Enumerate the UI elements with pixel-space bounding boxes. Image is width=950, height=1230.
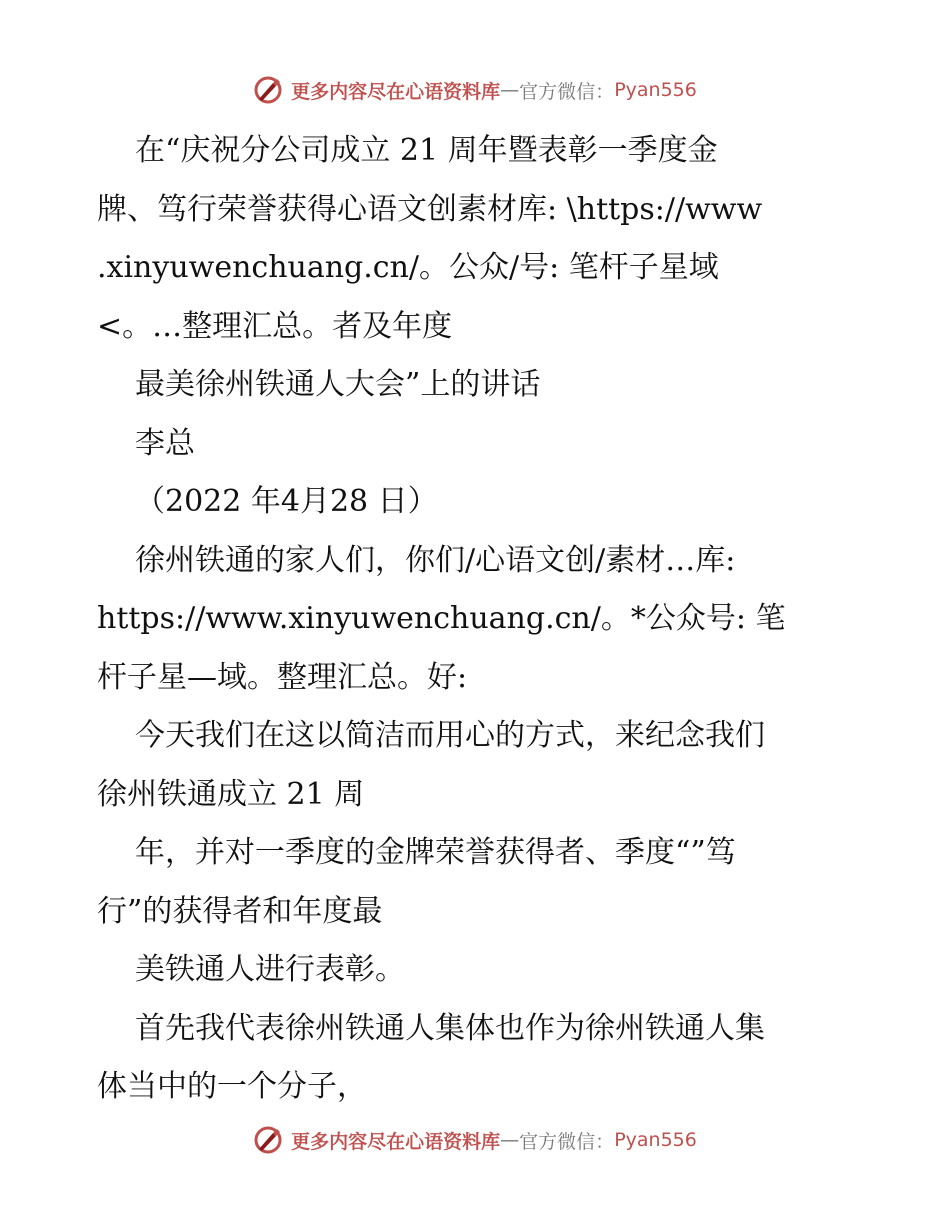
footer-banner: [0, 1120, 950, 1160]
banner-dash: —: [500, 79, 520, 101]
text-line: 徐州铁通成立 21 周: [97, 776, 365, 812]
text-line: 杆子星—域。整理汇总。好:: [97, 659, 468, 695]
banner-wechat-id: Pyan556: [614, 79, 697, 101]
text-line: 首先我代表徐州铁通人集体也作为徐州铁通人集: [135, 1010, 765, 1046]
text-line: 行”的获得者和年度最: [97, 893, 383, 929]
text-line: 今天我们在这以简洁而用心的方式，来纪念我们: [135, 718, 765, 753]
banner-promo-text: 更多内容尽在心语资料库: [291, 80, 501, 103]
banner-wechat-label: 官方微信：: [519, 1130, 615, 1153]
text-line: 美铁通人进行表彰。: [135, 952, 405, 987]
text-line: 徐州铁通的家人们，你们/心语文创/素材…库:: [135, 542, 736, 578]
pen-logo-icon: [253, 75, 283, 105]
banner-wechat-label: 官方微信：: [519, 80, 615, 103]
speech-title: 最美徐州铁通人大会”上的讲话: [135, 367, 541, 402]
text-line: 体当中的一个分子，: [97, 1069, 367, 1104]
banner-dash: —: [500, 1129, 520, 1151]
banner-wechat-id: Pyan556: [614, 1129, 697, 1151]
text-line: 牌、笃行荣誉获得心语文创素材库: \https://www: [97, 191, 763, 227]
speaker-name: 李总: [135, 425, 195, 461]
text-line: https://www.xinyuwenchuang.cn/。*公众号: 笔: [97, 601, 786, 636]
text-line: 年，并对一季度的金牌荣誉获得者、季度“”笃: [135, 835, 736, 870]
header-banner: [0, 70, 950, 110]
text-line: 在“庆祝分公司成立 21 周年暨表彰一季度金: [135, 133, 718, 168]
text-line: .xinyuwenchuang.cn/。公众/号: 笔杆子星域: [97, 250, 719, 285]
banner-promo-text: 更多内容尽在心语资料库: [291, 1130, 501, 1153]
speech-date: （2022 年4月28 日）: [135, 484, 438, 519]
pen-logo-icon: [253, 1125, 283, 1155]
text-line: <。…整理汇总。者及年度: [97, 308, 453, 344]
document-body: [97, 122, 857, 1117]
